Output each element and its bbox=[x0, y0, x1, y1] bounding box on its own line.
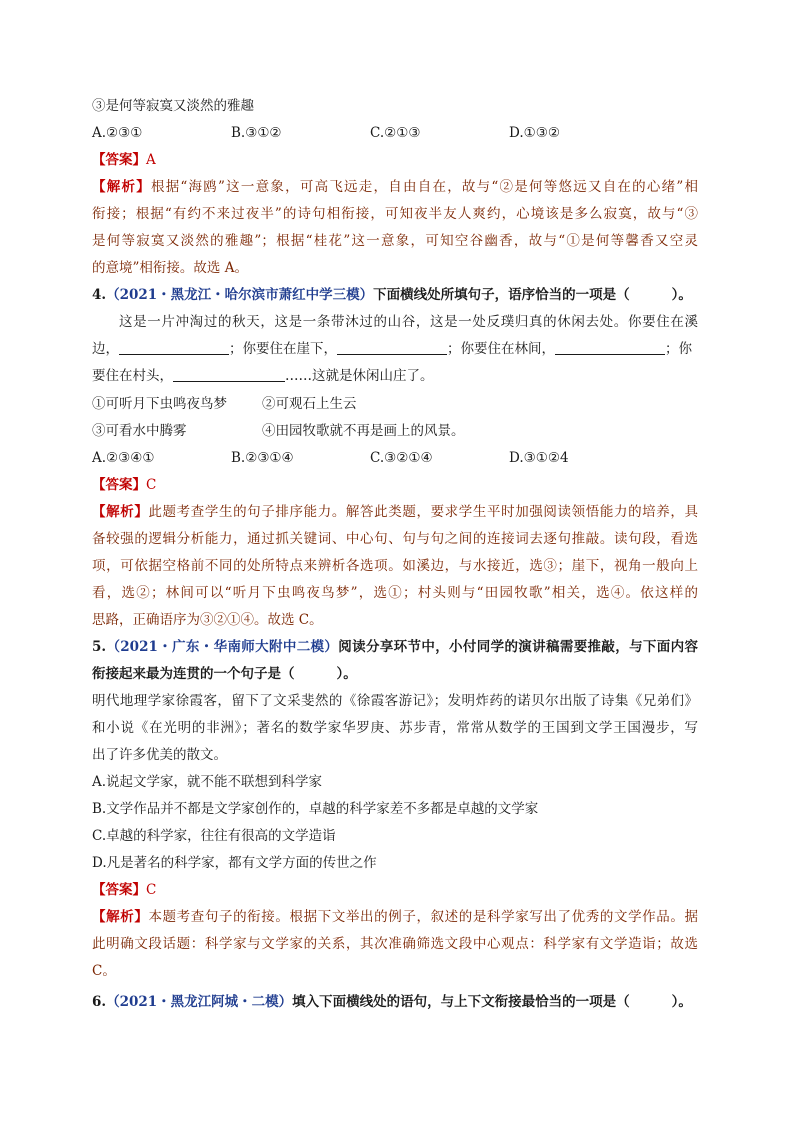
q5-stem: 阅读分享环节中，小付同学的演讲稿需要推敲，与下面内容 bbox=[338, 639, 699, 655]
q4-passage-line: 边， ；你要住在崖下， ；你要住在林间， ；你 bbox=[92, 341, 692, 357]
q4-option-d: D.③①②4 bbox=[509, 450, 569, 466]
analysis-label: 【解析】 bbox=[92, 504, 149, 520]
q5-analysis-line: C。 bbox=[92, 963, 116, 979]
q4-analysis-line: 【解析】此题考查学生的句子排序能力。解答此类题，要求学生平时加强阅读领悟能力的培养，具 bbox=[92, 504, 699, 520]
q3-option-d: D.①③② bbox=[509, 125, 560, 141]
q4-answer bbox=[92, 475, 156, 495]
q4-option-c: C.③②①④ bbox=[370, 450, 433, 466]
q4-analysis-line: 思路，正确语序为③②①④。故选 C。 bbox=[92, 612, 323, 628]
q4-passage-line: 要住在村头， ……这就是休闲山庄了。 bbox=[92, 368, 434, 384]
answer-value: C bbox=[146, 882, 157, 898]
q5-option-d: D.凡是著名的科学家，都有文学方面的传世之作 bbox=[92, 855, 377, 871]
fill-blank bbox=[337, 340, 447, 355]
fill-blank bbox=[173, 367, 285, 382]
q4-option-b: B.②③①④ bbox=[231, 450, 294, 466]
q6-heading: 6.（2021・黑龙江阿城・二模）填入下面横线处的语句，与上下文衔接最恰当的一项是（ ）。 bbox=[92, 994, 692, 1010]
answer-label: 【答案】 bbox=[92, 882, 146, 898]
q3-option-b: B.③①② bbox=[231, 125, 282, 141]
q5-option-c: C.卓越的科学家，往往有很高的文学造诣 bbox=[92, 828, 336, 844]
analysis-label: 【解析】 bbox=[92, 179, 151, 195]
q3-analysis-line: 衔接；根据“有约不来过夜半”的诗句相衔接，可知夜半友人爽约，心境该是多么寂寞，故与“③ bbox=[92, 206, 698, 222]
q3-answer bbox=[92, 150, 156, 170]
q4-stem: 下面横线处所填句子，语序恰当的一项是（ bbox=[373, 287, 630, 303]
q6-stem: 填入下面横线处的语句，与上下文衔接最恰当的一项是（ bbox=[292, 994, 630, 1010]
q5-analysis-line: 【解析】本题考查句子的衔接。根据下文举出的例子，叙述的是科学家写出了优秀的文学作品。据 bbox=[92, 909, 699, 925]
q5-source: （2021・广东・华南师大附中二模） bbox=[106, 639, 339, 655]
q4-source: （2021・黑龙江・哈尔滨市萧红中学三模） bbox=[106, 287, 374, 303]
q6-source: （2021・黑龙江阿城・二模） bbox=[106, 994, 293, 1010]
q5-passage-line: 出了许多优美的散文。 bbox=[92, 747, 227, 763]
q4-item-3: ③可看水中腾雾 bbox=[92, 423, 187, 439]
answer-label: 【答案】 bbox=[92, 152, 146, 168]
answer-value: A bbox=[146, 152, 156, 168]
q4-item-4: ④田园牧歌就不再是画上的风景。 bbox=[262, 423, 465, 439]
q3-analysis-line: 是何等寂寞又淡然的雅趣”；根据“桂花”这一意象，可知空谷幽香，故与“①是何等馨香又空灵 bbox=[92, 233, 698, 249]
q4-analysis-line: 项，可依据空格前不同的处所特点来辨析各选项。如溪边，与水接近，选③；崖下，视角一般向上 bbox=[92, 558, 698, 574]
q5-option-a: A.说起文学家，就不能不联想到科学家 bbox=[92, 774, 323, 790]
q5-answer bbox=[92, 880, 156, 900]
answer-label: 【答案】 bbox=[92, 477, 146, 493]
q4-heading: 4.（2021・黑龙江・哈尔滨市萧红中学三模）下面横线处所填句子，语序恰当的一项是（ ）。 bbox=[92, 287, 692, 303]
answer-value: C bbox=[146, 477, 157, 493]
q3-analysis-line: 【解析】根据“海鸥”这一意象，可高飞远走，自由自在，故与“②是何等悠远又自在的心绪”相 bbox=[92, 179, 699, 195]
q3-item-3: ③是何等寂寞又淡然的雅趣 bbox=[92, 98, 254, 114]
q5-option-b: B.文学作品并不都是文学家创作的，卓越的科学家差不多都是卓越的文学家 bbox=[92, 801, 539, 817]
q4-analysis-line: 备较强的逻辑分析能力，通过抓关键词、中心句、句与句之间的连接词去逐句推敲。读句段，看选 bbox=[92, 531, 698, 547]
analysis-label: 【解析】 bbox=[92, 909, 149, 925]
q3-option-c: C.②①③ bbox=[370, 125, 421, 141]
q3-analysis-line: 的意境”相衔接。故选 A。 bbox=[92, 260, 248, 276]
q5-passage-line: 明代地理学家徐霞客，留下了文采斐然的《徐霞客游记》；发明炸药的诺贝尔出版了诗集《兄弟们》 bbox=[92, 693, 698, 709]
q4-option-a: A.②③④① bbox=[92, 450, 155, 466]
q5-passage-line: 和小说《在光明的非洲》；著名的数学家华罗庚、苏步青，常常从数学的王国到文学王国漫步，写 bbox=[92, 720, 698, 736]
q4-analysis-line: 看，选②；林间可以“听月下虫鸣夜鸟梦”，选①；村头则与“田园牧歌”相关，选④。依这样的 bbox=[92, 585, 698, 601]
q3-option-a: A.②③① bbox=[92, 125, 143, 141]
q4-item-2: ②可观石上生云 bbox=[262, 396, 357, 412]
q5-analysis-line: 此明确文段话题：科学家与文学家的关系，其次准确筛选文段中心观点：科学家有文学造诣；故选 bbox=[92, 936, 698, 952]
fill-blank bbox=[119, 340, 229, 355]
q5-heading: 5.（2021・广东・华南师大附中二模）阅读分享环节中，小付同学的演讲稿需要推敲，与下面内容 bbox=[92, 639, 699, 655]
fill-blank bbox=[555, 340, 665, 355]
q5-heading-line2: 衔接起来最为连贯的一个句子是（ ）。 bbox=[92, 666, 357, 682]
q4-passage-line: 这是一片冲淘过的秋天，这是一条带沐过的山谷，这是一处反璞归真的休闲去处。你要住在溪 bbox=[119, 314, 698, 330]
q4-item-1: ①可听月下虫鸣夜鸟梦 bbox=[92, 396, 227, 412]
